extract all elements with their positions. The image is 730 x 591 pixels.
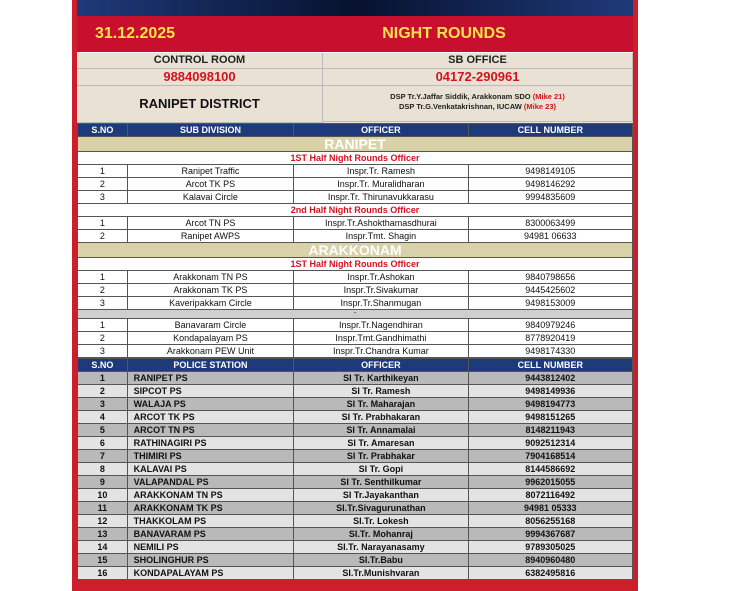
- sb-office-label: SB OFFICE: [323, 53, 633, 69]
- police-station-cell: BANAVARAM PS: [127, 528, 294, 541]
- ranipet-second-half-label-text: 2nd Half Night Rounds Officer: [78, 204, 633, 217]
- table-row: [78, 541, 633, 554]
- ranipet-first-half-label-text: 1ST Half Night Rounds Officer: [78, 152, 633, 165]
- col-sub-division: SUB DIVISION: [127, 124, 294, 137]
- officer-cell: SI.Tr.Babu: [294, 554, 468, 567]
- sno-cell: 7: [78, 450, 128, 463]
- cell-number-cell: 8300063499: [468, 217, 632, 230]
- table-row: [78, 554, 633, 567]
- arakkonam-gap-row-text: -: [78, 310, 633, 319]
- section-arakkonam-text: ARAKKONAM: [78, 243, 633, 258]
- table-row: [78, 437, 633, 450]
- police-station-cell: SIPCOT PS: [127, 385, 294, 398]
- district-name: RANIPET DISTRICT: [77, 86, 323, 123]
- header-bar: [77, 16, 633, 52]
- table-row: [78, 345, 633, 358]
- top-banner: [77, 0, 633, 16]
- col-sno: S.NO: [78, 124, 128, 137]
- sub-division-cell: Arakkonam PEW Unit: [127, 345, 294, 358]
- table-row: [78, 385, 633, 398]
- sno-cell: 2: [78, 284, 128, 297]
- officer-cell: Inspr.Tr.Shanmugan: [294, 297, 468, 310]
- table-row: [78, 297, 633, 310]
- arakkonam-first-half-label-text: 1ST Half Night Rounds Officer: [78, 258, 633, 271]
- cell-number-cell: 9994835609: [468, 191, 632, 204]
- police-station-cell: ARAKKONAM TK PS: [127, 502, 294, 515]
- police-station-cell: ARAKKONAM TN PS: [127, 489, 294, 502]
- cell-number-cell: 9498149105: [468, 165, 632, 178]
- control-room-number: 9884098100: [77, 69, 323, 86]
- table-row: [78, 319, 633, 332]
- cell-number-cell: 9498153009: [468, 297, 632, 310]
- table-row: [78, 528, 633, 541]
- officer-cell: Inspr.Tr. Thirunavukkarasu: [294, 191, 468, 204]
- sno-cell: 2: [78, 230, 128, 243]
- dsp-1-mike: (Mike 21): [532, 92, 565, 101]
- sno-cell: 12: [78, 515, 128, 528]
- sub-division-cell: Banavaram Circle: [127, 319, 294, 332]
- col-cell-number: CELL NUMBER: [468, 359, 632, 372]
- sno-cell: 1: [78, 319, 128, 332]
- cell-number-cell: 9445425602: [468, 284, 632, 297]
- sno-cell: 2: [78, 332, 128, 345]
- officer-cell: SI Tr. Maharajan: [294, 398, 468, 411]
- officer-cell: Inspr.Tr.Nagendhiran: [294, 319, 468, 332]
- control-room-label: CONTROL ROOM: [77, 53, 323, 69]
- officer-cell: Inspr.Tr. Muralidharan: [294, 178, 468, 191]
- sb-office-number: 04172-290961: [323, 69, 633, 86]
- police-station-cell: ARCOT TN PS: [127, 424, 294, 437]
- table-row: [78, 515, 633, 528]
- police-station-cell: VALAPANDAL PS: [127, 476, 294, 489]
- sub-division-cell: Arakkonam TK PS: [127, 284, 294, 297]
- table-row: [78, 332, 633, 345]
- cell-number-cell: 9443812402: [468, 372, 632, 385]
- sno-cell: 11: [78, 502, 128, 515]
- table-row: [78, 502, 633, 515]
- police-station-cell: RANIPET PS: [127, 372, 294, 385]
- police-station-cell: THIMIRI PS: [127, 450, 294, 463]
- officer-cell: SI.Tr.Munishvaran: [294, 567, 468, 580]
- cell-number-cell: 94981 05333: [468, 502, 632, 515]
- officer-cell: Inspr.Tr. Ramesh: [294, 165, 468, 178]
- police-station-cell: WALAJA PS: [127, 398, 294, 411]
- cell-number-cell: 8778920419: [468, 332, 632, 345]
- dsp-2-mike: (Mike 23): [523, 102, 557, 111]
- sub-division-cell: Ranipet AWPS: [127, 230, 294, 243]
- cell-number-cell: 8144586692: [468, 463, 632, 476]
- sno-cell: 3: [78, 297, 128, 310]
- cell-number-cell: 9840979246: [468, 319, 632, 332]
- table-row: [78, 424, 633, 437]
- sno-cell: 1: [78, 217, 128, 230]
- police-station-cell: KONDAPALAYAM PS: [127, 567, 294, 580]
- dsp-1: DSP Tr.Y.Jaffar Siddik, Arakkonam SDO: [390, 92, 531, 101]
- section-ranipet-text: RANIPET: [78, 137, 633, 152]
- officer-cell: Inspr.Tmt. Shagin: [294, 230, 468, 243]
- sno-cell: 2: [78, 178, 128, 191]
- sub-division-cell: Arcot TK PS: [127, 178, 294, 191]
- dsp-list: [323, 86, 633, 122]
- table-row: [78, 271, 633, 284]
- officer-cell: SI Tr. Senthilkumar: [294, 476, 468, 489]
- sub-division-cell: Kalavai Circle: [127, 191, 294, 204]
- sub-division-header: [78, 124, 633, 137]
- cell-number-cell: 8940960480: [468, 554, 632, 567]
- officer-cell: SI Tr. Gopi: [294, 463, 468, 476]
- sno-cell: 1: [78, 372, 128, 385]
- police-station-cell: KALAVAI PS: [127, 463, 294, 476]
- cell-number-cell: 6382495816: [468, 567, 632, 580]
- officer-cell: SI.Tr. Mohanraj: [294, 528, 468, 541]
- sno-cell: 14: [78, 541, 128, 554]
- officer-cell: Inspr.Tr.Chandra Kumar: [294, 345, 468, 358]
- col-police-station: POLICE STATION: [127, 359, 294, 372]
- sno-cell: 10: [78, 489, 128, 502]
- page-title: NIGHT ROUNDS: [382, 25, 506, 42]
- sno-cell: 5: [78, 424, 128, 437]
- section-arakkonam: [78, 243, 633, 258]
- table-row: [78, 191, 633, 204]
- officer-cell: SI Tr. Prabhakaran: [294, 411, 468, 424]
- date-label: 31.12.2025: [95, 25, 176, 42]
- sno-cell: 16: [78, 567, 128, 580]
- sub-division-cell: Arakkonam TN PS: [127, 271, 294, 284]
- table-row: [78, 489, 633, 502]
- officer-cell: SI Tr. Ramesh: [294, 385, 468, 398]
- sub-division-cell: Kondapalayam PS: [127, 332, 294, 345]
- sno-cell: 13: [78, 528, 128, 541]
- sub-division-table: [77, 123, 633, 358]
- sno-cell: 1: [78, 165, 128, 178]
- police-station-cell: ARCOT TK PS: [127, 411, 294, 424]
- police-station-cell: SHOLINGHUR PS: [127, 554, 294, 567]
- contact-info: [77, 52, 633, 123]
- col-sno: S.NO: [78, 359, 128, 372]
- police-station-body: [78, 372, 633, 580]
- police-station-cell: NEMILI PS: [127, 541, 294, 554]
- officer-cell: SI Tr. Karthikeyan: [294, 372, 468, 385]
- sno-cell: 1: [78, 271, 128, 284]
- police-station-cell: THAKKOLAM PS: [127, 515, 294, 528]
- officer-cell: Inspr.Tr.Ashokthamasdhurai: [294, 217, 468, 230]
- ranipet-second-half-label: [78, 204, 633, 217]
- table-row: [78, 411, 633, 424]
- police-station-header: [78, 359, 633, 372]
- officer-cell: SI.Tr. Narayanasamy: [294, 541, 468, 554]
- cell-number-cell: 9840798656: [468, 271, 632, 284]
- cell-number-cell: 9092512314: [468, 437, 632, 450]
- cell-number-cell: 8072116492: [468, 489, 632, 502]
- cell-number-cell: 9994367687: [468, 528, 632, 541]
- sno-cell: 3: [78, 398, 128, 411]
- officer-cell: Inspr.Tr.Sivakumar: [294, 284, 468, 297]
- col-cell-number: CELL NUMBER: [468, 124, 632, 137]
- cell-number-cell: 94981 06633: [468, 230, 632, 243]
- arakkonam-first-half-label: [78, 258, 633, 271]
- cell-number-cell: 9498149936: [468, 385, 632, 398]
- table-row: [78, 463, 633, 476]
- cell-number-cell: 9498174330: [468, 345, 632, 358]
- officer-cell: SI Tr. Prabhakar: [294, 450, 468, 463]
- cell-number-cell: 9962015055: [468, 476, 632, 489]
- table-row: [78, 230, 633, 243]
- sub-division-cell: Ranipet Traffic: [127, 165, 294, 178]
- sno-cell: 4: [78, 411, 128, 424]
- col-officer: OFFICER: [294, 359, 468, 372]
- cell-number-cell: 9498146292: [468, 178, 632, 191]
- table-row: [78, 398, 633, 411]
- sub-division-cell: Kaveripakkam Circle: [127, 297, 294, 310]
- cell-number-cell: 8148211943: [468, 424, 632, 437]
- sub-division-cell: Arcot TN PS: [127, 217, 294, 230]
- table-row: [78, 284, 633, 297]
- sno-cell: 6: [78, 437, 128, 450]
- table-row: [78, 476, 633, 489]
- officer-cell: SI Tr. Annamalai: [294, 424, 468, 437]
- cell-number-cell: 9498151265: [468, 411, 632, 424]
- col-officer: OFFICER: [294, 124, 468, 137]
- sno-cell: 9: [78, 476, 128, 489]
- table-row: [78, 372, 633, 385]
- night-rounds-sheet: [72, 0, 638, 591]
- sub-division-body: [78, 137, 633, 358]
- officer-cell: Inspr.Tmt.Gandhimathi: [294, 332, 468, 345]
- table-row: [78, 450, 633, 463]
- cell-number-cell: 9789305025: [468, 541, 632, 554]
- officer-cell: SI.Tr. Lokesh: [294, 515, 468, 528]
- dsp-2: DSP Tr.G.Venkatakrishnan, IUCAW: [398, 102, 522, 111]
- police-station-table: [77, 358, 633, 580]
- table-row: [78, 178, 633, 191]
- cell-number-cell: 7904168514: [468, 450, 632, 463]
- officer-cell: SI.Tr.Sivagurunathan: [294, 502, 468, 515]
- sno-cell: 3: [78, 345, 128, 358]
- sno-cell: 3: [78, 191, 128, 204]
- cell-number-cell: 9498194773: [468, 398, 632, 411]
- officer-cell: SI Tr. Amaresan: [294, 437, 468, 450]
- officer-cell: SI Tr.Jayakanthan: [294, 489, 468, 502]
- sno-cell: 2: [78, 385, 128, 398]
- table-row: [78, 217, 633, 230]
- ranipet-first-half-label: [78, 152, 633, 165]
- sno-cell: 15: [78, 554, 128, 567]
- section-ranipet: [78, 137, 633, 152]
- arakkonam-gap-row: [78, 310, 633, 319]
- officer-cell: Inspr.Tr.Ashokan: [294, 271, 468, 284]
- cell-number-cell: 8056255168: [468, 515, 632, 528]
- sno-cell: 8: [78, 463, 128, 476]
- police-station-cell: RATHINAGIRI PS: [127, 437, 294, 450]
- table-row: [78, 567, 633, 580]
- table-row: [78, 165, 633, 178]
